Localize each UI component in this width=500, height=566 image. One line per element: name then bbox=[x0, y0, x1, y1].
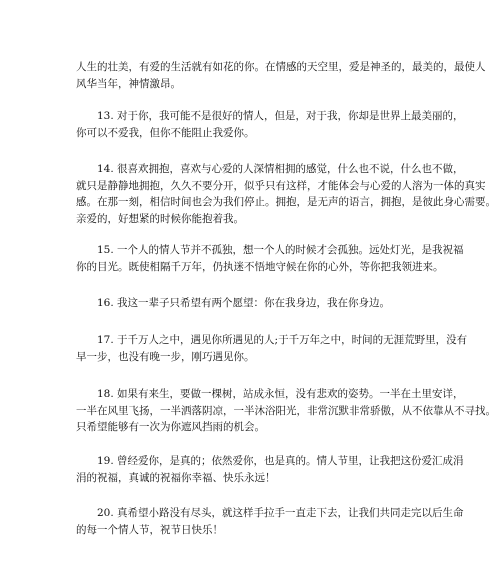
text-line: 你可以不爱我，但你不能阻止我爱你。 bbox=[76, 126, 255, 139]
text-line: 20. 真希望小路没有尽头，就这样手拉手一直走下去，让我们共同走完以后生命 bbox=[97, 507, 464, 519]
text-line: 人生的壮美，有爱的生活就有如花的你。在情感的天空里，爱是神圣的，最美的，最使人 bbox=[76, 61, 486, 73]
text-line: 13. 对于你，我可能不是很好的情人，但是，对于我，你却是世界上最美丽的， bbox=[97, 110, 464, 122]
text-line: 只希望能够有一次为你遮风挡雨的机会。 bbox=[76, 421, 265, 433]
text-line: 就只是静静地拥抱，久久不要分开，似乎只有这样，才能体会与心爱的人溶为一体的真实 bbox=[76, 179, 486, 192]
paragraph-14 bbox=[76, 161, 496, 227]
paragraph-20 bbox=[76, 505, 464, 538]
text-line: 19. 曾经爱你，是真的；依然爱你，也是真的。情人节里，让我把这份爱汇成涓 bbox=[97, 455, 464, 467]
text-line: 16. 我这一辈子只希望有两个愿望：你在我身边，我在你身边。 bbox=[97, 297, 391, 309]
text-line: 涓的祝福，真诚的祝福你幸福、快乐永远！ bbox=[76, 471, 276, 484]
text-line: 一半在风里飞扬，一半洒落阴凉，一半沐浴阳光，非常沉默非常骄傲，从不依靠从不寻找。 bbox=[76, 404, 496, 417]
text-line: 的每一个情人节，祝节日快乐！ bbox=[76, 523, 223, 536]
paragraph-13 bbox=[76, 108, 464, 141]
paragraph-15 bbox=[76, 242, 464, 275]
text-line: 17. 于千万人之中，遇见你所遇见的人;于千万年之中，时间的无涯荒野里，没有 bbox=[97, 334, 468, 346]
paragraph-12-tail bbox=[76, 59, 486, 92]
text-line: 18. 如果有来生，要做一棵树，站成永恒，没有悲欢的姿势。一半在土里安详， bbox=[97, 388, 464, 400]
paragraph-18 bbox=[76, 386, 496, 436]
text-line: 15. 一个人的情人节并不孤独，想一个人的时候才会孤独。远处灯光，是我祝福 bbox=[97, 244, 464, 256]
text-line: 亲爱的，好想紧的时候你能抱着我。 bbox=[76, 212, 244, 225]
paragraph-19 bbox=[76, 453, 464, 486]
paragraph-16 bbox=[76, 295, 432, 312]
text-line: 你的目光。既使相隔千万年，仍执迷不悟地守候在你的心外，等你把我领进来。 bbox=[76, 260, 444, 273]
text-line: 14. 很喜欢拥抱，喜欢与心爱的人深情相拥的感觉，什么也不说，什么也不做， bbox=[97, 163, 464, 175]
text-line: 早一步，也没有晚一步，刚巧遇见你。 bbox=[76, 350, 255, 363]
paragraph-17 bbox=[76, 332, 468, 365]
text-line: 感。在那一刻，相信时间也会为我们停止。拥抱，是无声的语言，拥抱，是彼此身心需要。 bbox=[76, 196, 496, 208]
text-line: 风华当年，神情激昂。 bbox=[76, 77, 181, 90]
